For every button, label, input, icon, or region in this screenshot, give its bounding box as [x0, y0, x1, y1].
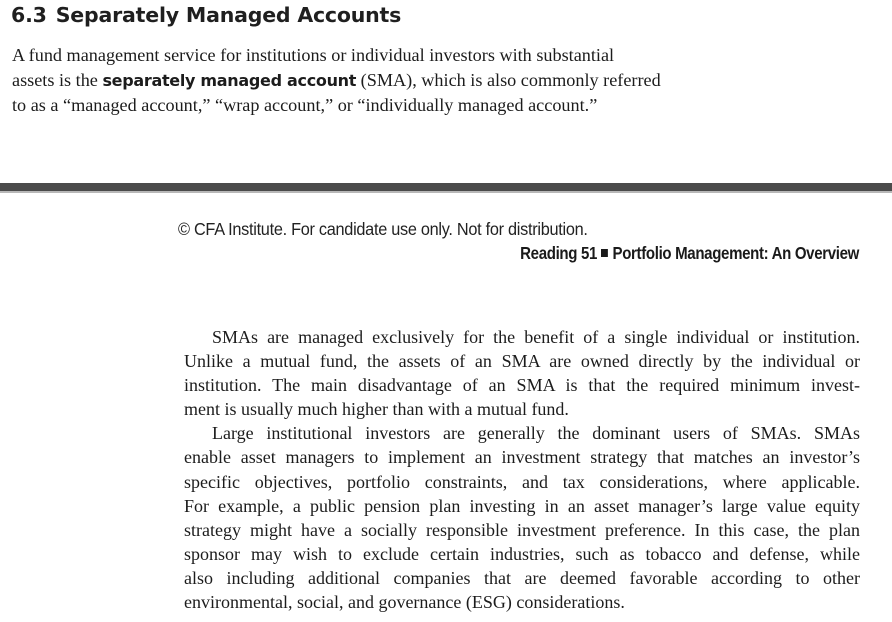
- intro-text: A fund management service for institutions or individual investors with substantial: [12, 45, 615, 65]
- text-line: ment is usually much higher than with a mutual fund.: [184, 399, 569, 420]
- text-line: also including additional companies that are deemed favorable according to other: [184, 567, 860, 588]
- intro-text: (SMA), which is also commonly referred: [356, 69, 661, 90]
- previous-page-fragment: [0, 0, 892, 183]
- text-line: institution. The main disadvantage of an SMA is that the required minimum invest-: [184, 375, 860, 396]
- text-line: specific objectives, portfolio constraints, and tax considerations, where applicable.: [184, 471, 860, 492]
- text-line: SMAs are managed exclusively for the benefit of a single individual or institution.: [212, 327, 860, 347]
- text-line: Unlike a mutual fund, the assets of an SMA are owned directly by the individual or: [184, 351, 860, 372]
- text-line: strategy might have a socially responsible investment preference. In this case, the plan: [184, 519, 860, 540]
- text-line: sponsor may wish to exclude certain industries, such as tobacco and defense, while: [184, 543, 860, 564]
- text-line: environmental, social, and governance (ESG) considerations.: [184, 592, 625, 613]
- running-head: [520, 243, 859, 264]
- defined-term: separately managed account: [102, 70, 357, 90]
- copyright-notice: © CFA Institute. For candidate use only. Not for distribution.: [178, 219, 588, 239]
- square-bullet-icon: [601, 249, 608, 257]
- reading-number: Reading 51: [520, 243, 598, 263]
- intro-line: [12, 93, 712, 118]
- section-number: 6.3: [11, 3, 47, 27]
- reading-title: Portfolio Management: An Overview: [612, 243, 859, 263]
- text-line: Large institutional investors are generally the dominant users of SMAs. SMAs: [212, 423, 860, 444]
- text-line: enable asset managers to implement an investment strategy that matches an investor’s: [184, 447, 860, 468]
- intro-line: [12, 68, 712, 94]
- intro-line: [12, 43, 712, 68]
- section-heading: [11, 3, 401, 27]
- paragraph-sma-ownership: [184, 325, 860, 421]
- intro-paragraph: [12, 43, 712, 118]
- intro-text: assets is the: [12, 69, 103, 90]
- section-title: Separately Managed Accounts: [55, 3, 402, 27]
- body-text: [184, 325, 860, 614]
- paragraph-sma-users: [184, 421, 860, 614]
- intro-text: to as a “managed account,” “wrap account,” or “individually managed account.”: [12, 95, 598, 115]
- page-divider: [0, 183, 892, 193]
- text-line: For example, a public pension plan investing in an asset manager’s large value equity: [184, 495, 860, 516]
